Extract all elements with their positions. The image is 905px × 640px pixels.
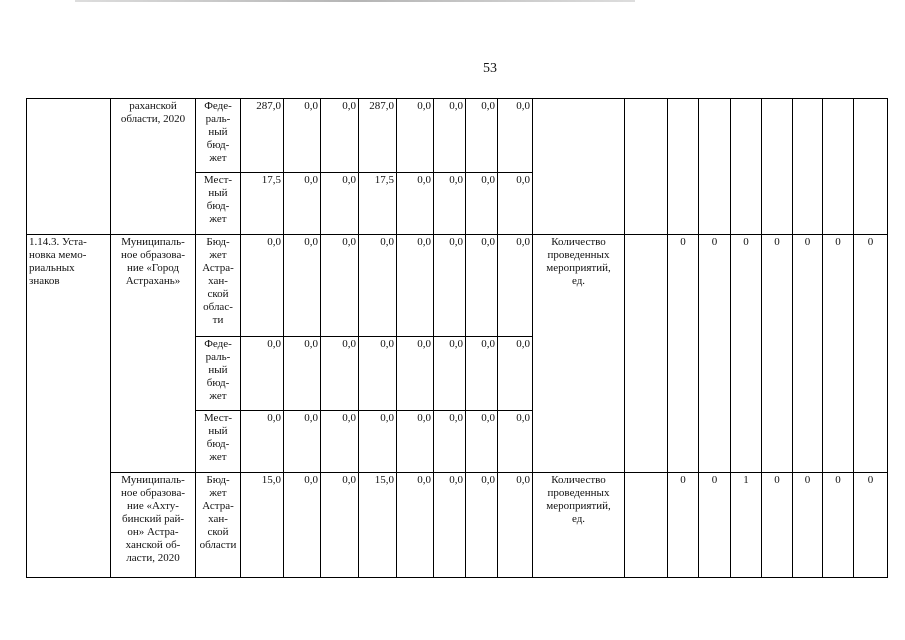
amount-cell: 0,0 xyxy=(466,411,498,473)
target-value-cell xyxy=(668,99,699,235)
amount-cell: 0,0 xyxy=(284,99,321,173)
indicator-cell: Количество проведенных мероприятий, ед. xyxy=(533,473,625,578)
target-value-cell: 0 xyxy=(793,473,823,578)
amount-cell: 0,0 xyxy=(397,99,434,173)
page-number: 53 xyxy=(483,61,497,76)
amount-cell: 0,0 xyxy=(321,235,359,337)
amount-cell: 0,0 xyxy=(284,411,321,473)
target-value-cell xyxy=(731,99,762,235)
target-value-cell: 0 xyxy=(699,473,731,578)
amount-cell: 0,0 xyxy=(397,173,434,235)
target-value-cell: 0 xyxy=(793,235,823,473)
amount-cell: 0,0 xyxy=(241,235,284,337)
activity-code-cell xyxy=(27,99,111,235)
target-value-cell: 0 xyxy=(762,473,793,578)
target-value-cell xyxy=(854,99,888,235)
amount-cell: 0,0 xyxy=(284,235,321,337)
amount-cell: 0,0 xyxy=(498,337,533,411)
executor-cell: раханской области, 2020 xyxy=(111,99,196,235)
amount-cell: 0,0 xyxy=(498,99,533,173)
amount-cell: 0,0 xyxy=(498,173,533,235)
amount-cell: 0,0 xyxy=(284,337,321,411)
target-value-cell xyxy=(625,235,668,473)
funding-source-cell: Мест- ный бюд- жет xyxy=(196,411,241,473)
amount-cell: 0,0 xyxy=(434,411,466,473)
amount-cell: 0,0 xyxy=(397,235,434,337)
amount-cell: 0,0 xyxy=(397,411,434,473)
amount-cell: 17,5 xyxy=(241,173,284,235)
executor-cell: Муниципаль- ное образова- ние «Ахту- бинский рай- он» Астра- ханской об- ласти, 2020 xyxy=(111,473,196,578)
amount-cell: 0,0 xyxy=(498,235,533,337)
amount-cell: 287,0 xyxy=(241,99,284,173)
target-value-cell: 1 xyxy=(731,473,762,578)
amount-cell: 0,0 xyxy=(321,473,359,578)
indicator-cell: Количество проведенных мероприятий, ед. xyxy=(533,235,625,473)
amount-cell: 0,0 xyxy=(466,473,498,578)
amount-cell: 0,0 xyxy=(397,473,434,578)
activity-code-cell: 1.14.3. Уста- новка мемо- риальных знаков xyxy=(27,235,111,578)
target-value-cell xyxy=(625,473,668,578)
amount-cell: 0,0 xyxy=(434,99,466,173)
amount-cell: 0,0 xyxy=(321,99,359,173)
budget-table xyxy=(26,98,888,578)
amount-cell: 0,0 xyxy=(498,473,533,578)
target-value-cell: 0 xyxy=(854,473,888,578)
target-value-cell xyxy=(762,99,793,235)
target-value-cell: 0 xyxy=(823,235,854,473)
amount-cell: 0,0 xyxy=(321,411,359,473)
target-value-cell: 0 xyxy=(823,473,854,578)
amount-cell: 0,0 xyxy=(466,337,498,411)
target-value-cell: 0 xyxy=(731,235,762,473)
funding-source-cell: Бюд- жет Астра- хан- ской области xyxy=(196,473,241,578)
amount-cell: 0,0 xyxy=(434,173,466,235)
amount-cell: 0,0 xyxy=(434,473,466,578)
amount-cell: 0,0 xyxy=(241,337,284,411)
amount-cell: 0,0 xyxy=(434,337,466,411)
table-row xyxy=(27,99,888,173)
target-value-cell: 0 xyxy=(854,235,888,473)
amount-cell: 15,0 xyxy=(241,473,284,578)
amount-cell: 0,0 xyxy=(359,337,397,411)
amount-cell: 0,0 xyxy=(359,411,397,473)
amount-cell: 17,5 xyxy=(359,173,397,235)
target-value-cell: 0 xyxy=(762,235,793,473)
amount-cell: 0,0 xyxy=(397,337,434,411)
indicator-cell xyxy=(533,99,625,235)
amount-cell: 0,0 xyxy=(466,173,498,235)
amount-cell: 0,0 xyxy=(284,173,321,235)
target-value-cell: 0 xyxy=(668,235,699,473)
target-value-cell xyxy=(625,99,668,235)
target-value-cell xyxy=(699,99,731,235)
scan-artifact-line xyxy=(75,0,635,2)
amount-cell: 0,0 xyxy=(466,235,498,337)
funding-source-cell: Феде- раль- ный бюд- жет xyxy=(196,337,241,411)
funding-source-cell: Мест- ный бюд- жет xyxy=(196,173,241,235)
amount-cell: 0,0 xyxy=(466,99,498,173)
amount-cell: 0,0 xyxy=(434,235,466,337)
amount-cell: 287,0 xyxy=(359,99,397,173)
funding-source-cell: Феде- раль- ный бюд- жет xyxy=(196,99,241,173)
amount-cell: 0,0 xyxy=(284,473,321,578)
amount-cell: 0,0 xyxy=(359,235,397,337)
target-value-cell xyxy=(823,99,854,235)
amount-cell: 15,0 xyxy=(359,473,397,578)
amount-cell: 0,0 xyxy=(321,173,359,235)
table-row xyxy=(27,235,888,337)
amount-cell: 0,0 xyxy=(241,411,284,473)
target-value-cell: 0 xyxy=(668,473,699,578)
executor-cell: Муниципаль- ное образова- ние «Город Астрахань» xyxy=(111,235,196,473)
funding-source-cell: Бюд- жет Астра- хан- ской облас- ти xyxy=(196,235,241,337)
target-value-cell xyxy=(793,99,823,235)
amount-cell: 0,0 xyxy=(321,337,359,411)
amount-cell: 0,0 xyxy=(498,411,533,473)
target-value-cell: 0 xyxy=(699,235,731,473)
table-row xyxy=(27,473,888,578)
